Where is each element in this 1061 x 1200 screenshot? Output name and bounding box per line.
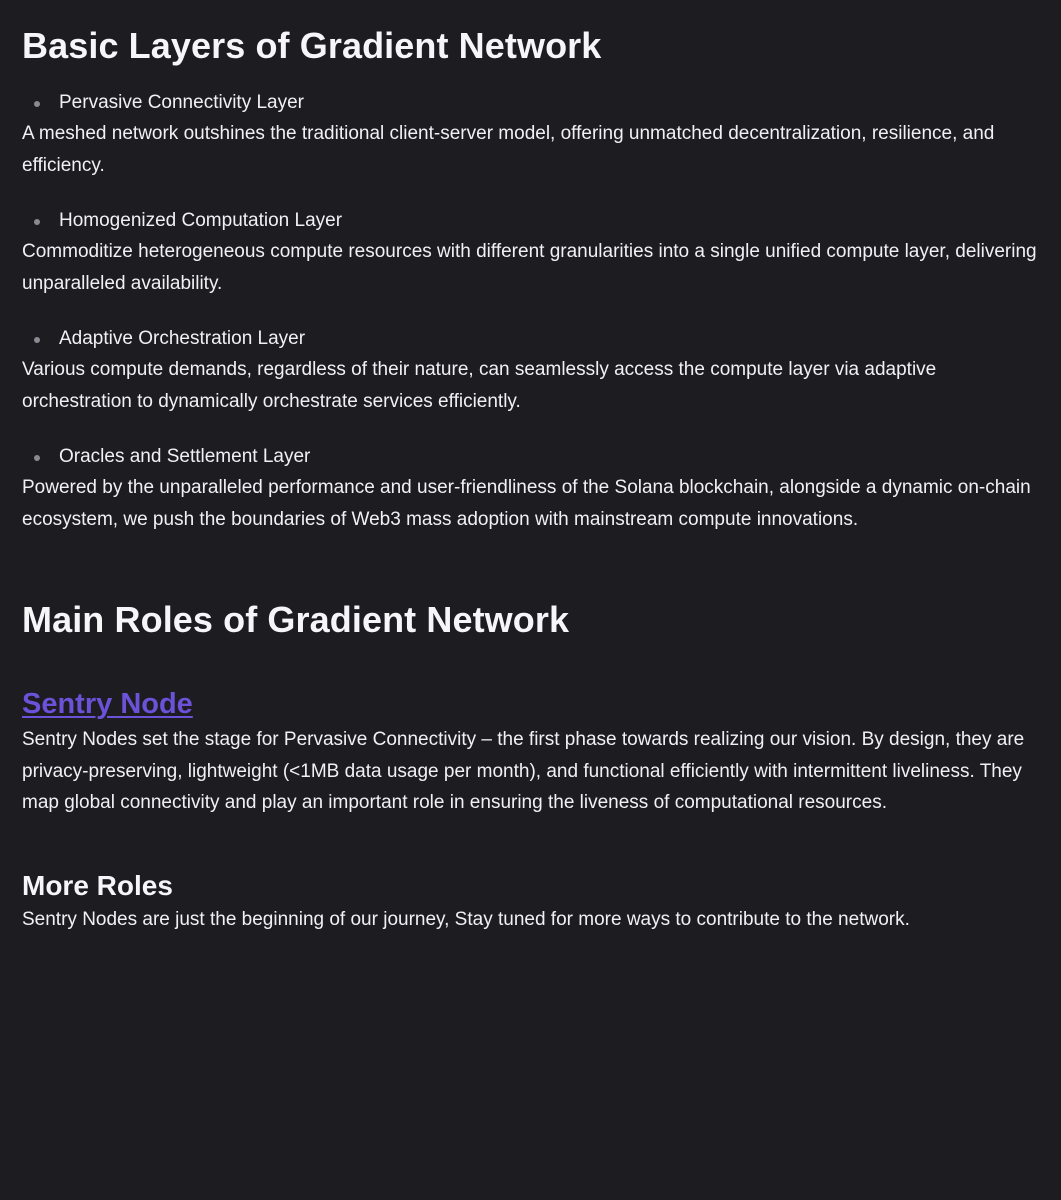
sentry-node-link[interactable]: Sentry Node (22, 688, 193, 720)
more-roles-description: Sentry Nodes are just the beginning of our journey, Stay tuned for more ways to contribute to the network. (22, 908, 910, 930)
layer-description-pervasive-connectivity: A meshed network outshines the traditional client-server model, offering unmatched decentralization, resilience, and efficiency. (22, 123, 995, 176)
more-roles-heading: More Roles (22, 869, 173, 901)
layer-bullet-adaptive-orchestration: Adaptive Orchestration Layer (22, 324, 1039, 354)
layer-description-oracles-settlement: Powered by the unparalleled performance and user-friendliness of the Solana blockchain, alongside a dynamic on-chain ecosystem, we push the boundaries of Web3 mass adoption with mainstream compute innovations. (22, 477, 1031, 530)
sentry-node-description: Sentry Nodes set the stage for Pervasive Connectivity – the first phase towards realizing our vision. By design, they are privacy-preserving, lightweight (<1MB data usage per month), and functional efficiently with intermittent liveliness. They map global connectivity and play an important role in ensuring the liveness of computational resources. (22, 729, 1025, 813)
layer-bullet-oracles-settlement: Oracles and Settlement Layer (22, 442, 1039, 472)
main-roles-heading: Main Roles of Gradient Network (22, 599, 570, 640)
basic-layers-heading: Basic Layers of Gradient Network (22, 25, 602, 66)
layer-bullet-homogenized-computation: Homogenized Computation Layer (22, 206, 1039, 236)
layer-description-adaptive-orchestration: Various compute demands, regardless of their nature, can seamlessly access the compute layer via adaptive orchestration to dynamically orchestrate services efficiently. (22, 359, 937, 412)
layer-bullet-pervasive-connectivity: Pervasive Connectivity Layer (22, 88, 1039, 118)
layer-description-homogenized-computation: Commoditize heterogeneous compute resources with different granularities into a single unified compute layer, delivering unparalleled availability. (22, 241, 1037, 294)
